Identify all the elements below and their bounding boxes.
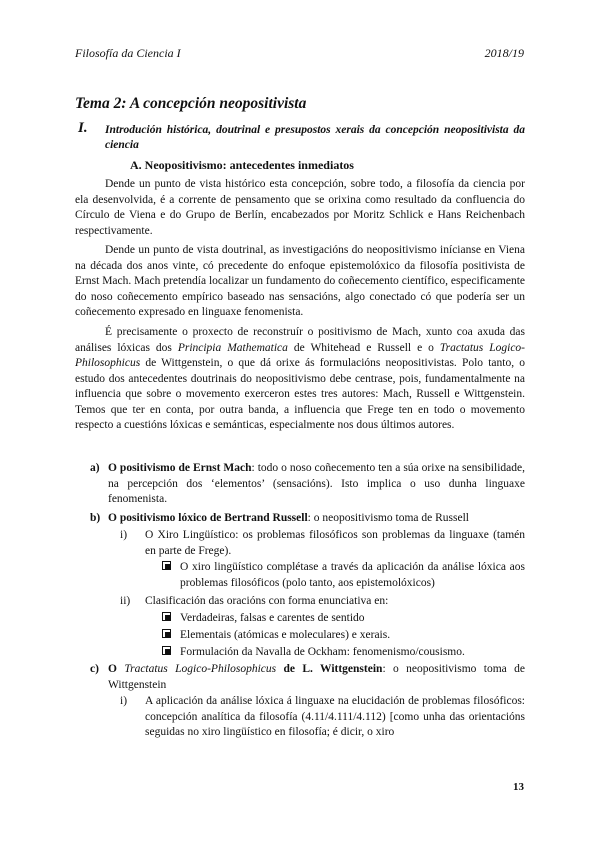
page-number: 13 xyxy=(513,781,524,793)
item-b-text: : o neopositivismo toma de Russell xyxy=(307,512,469,524)
paragraph-2-text: Dende un punto de vista doutrinal, as investigacións do neopositivismo inícianse en Viena na década dos anos vinte, có precedente do enfoque epistemolóxico da filosofía positivista de Ernst Mach. Mach pretendía localizar un fundamento do coñecemento científico, especificamente do noso coñecemento empírico baseado nas sensacións, algo conectado có que podería ser un coñecemento expresado en linguaxe fenomenista. xyxy=(75,244,525,318)
item-b-ii-text: Clasificación das oracións con forma enunciativa en: xyxy=(145,595,389,607)
item-c-i-text: A aplicación da análise lóxica á linguaxe na elucidación de problemas filosóficos: concepción analítica da filosofía (4.11/4.111/4.112) [como unha das orientacións seguidas no xiro lingüístico en filosofía; é dicir, o xiro xyxy=(145,695,525,738)
checkbox-bullet-icon xyxy=(162,628,172,644)
checkbox-bullet-icon xyxy=(162,645,172,661)
item-c-label: de L. Wittgenstein xyxy=(276,663,383,675)
subsection-heading: A. Neopositivismo: antecedentes inmediatos xyxy=(130,158,354,172)
running-header-title: Filosofía da Ciencia I xyxy=(75,46,181,60)
checkbox-bullet-icon xyxy=(162,611,172,627)
checkbox-bullet-icon xyxy=(162,560,172,576)
item-c-mark: c) xyxy=(90,663,99,675)
item-c xyxy=(108,662,525,693)
section-number: I. xyxy=(78,120,88,136)
item-c-text: : o neopositivismo toma de Wittgenstein xyxy=(108,663,525,691)
item-b xyxy=(108,511,525,527)
item-b-ii-bullet-3: Formulación da Navalla de Ockham: fenomenismo/cousismo. xyxy=(180,646,465,658)
item-a-text: : todo o noso coñecemento ten a súa orixe na sensibilidade, na percepción dos ‘elementos’ (sensacións). Isto implica o uso dunha linguaxe fenomenista. xyxy=(108,462,525,505)
item-b-label: O positivismo lóxico de Bertrand Russell xyxy=(108,512,308,524)
paragraph-2 xyxy=(75,243,525,321)
running-header-year: 2018/19 xyxy=(484,46,524,60)
paragraph-3-text-c: de Whitehead e Russell e o xyxy=(287,341,440,354)
item-a-label: O positivismo de Ernst Mach xyxy=(108,462,252,474)
chapter-title: Tema 2: A concepción neopositivista xyxy=(75,95,307,112)
paragraph-1 xyxy=(75,177,525,239)
item-c-pre: O xyxy=(108,663,125,675)
paragraph-1-text: Dende un punto de vista histórico esta concepción, sobre todo, a filosofía da ciencia por ela desenvolvida, é a corrente de pensamento que se orixina como resultado da confluencia do Círculo de Viena e do Grupo de Berlín, encabezados por Moritz Schlick e Hans Reichenbach respectivamente. xyxy=(75,178,525,237)
principia-title: Principia Mathematica xyxy=(177,341,288,354)
section-heading: Introdución histórica, doutrinal e presupostos xerais da concepción neopositivista da ciencia xyxy=(105,124,525,151)
item-b-i-bullet: O xiro lingüístico complétase a través da aplicación da análise lóxica aos problemas filosóficos (polo tanto, aos epistemolóxicos) xyxy=(180,561,525,589)
paragraph-3-text-e: de Wittgenstein, o que dá orixe ás formulacións neopositivistas. Polo tanto, o estudo dos antecedentes doutrinais do neopositivismo debe centrase, pois, fundamentalmente na influencia que sobre o movemento exerceron estes tres autores: Mach, Russell e Wittgenstein. Temos que ter en conta, por outra banda, a influencia que Frege ten en todo o movemento respecto a cuestións lóxicas e semánticas, especialmente nos dous últimos autores. xyxy=(75,357,525,431)
item-b-mark: b) xyxy=(90,512,101,524)
item-b-ii-mark: ii) xyxy=(120,595,131,607)
item-b-ii-bullet-2: Elementais (atómicas e moleculares) e xerais. xyxy=(180,629,391,641)
item-b-i-text: O Xiro Lingüístico: os problemas filosóficos son problemas da linguaxe (tamén en parte de Frege). xyxy=(145,529,525,557)
item-c-i-mark: i) xyxy=(120,695,128,707)
item-c-book-title: Tractatus Logico-Philosophicus xyxy=(124,663,277,675)
item-a-mark: a) xyxy=(90,462,100,474)
tractatus-title: Tractatus Logico-Philosophicus xyxy=(75,341,526,369)
paragraph-3-text-a: É precisamente o proxecto de reconstruír o positivismo de Mach, xunto coa axuda das análises lóxicas dos xyxy=(75,326,525,354)
item-b-i-mark: i) xyxy=(120,529,128,541)
item-a xyxy=(108,461,525,508)
item-b-ii-bullet-1: Verdadeiras, falsas e carentes de sentido xyxy=(180,612,365,624)
paragraph-3 xyxy=(75,325,525,434)
